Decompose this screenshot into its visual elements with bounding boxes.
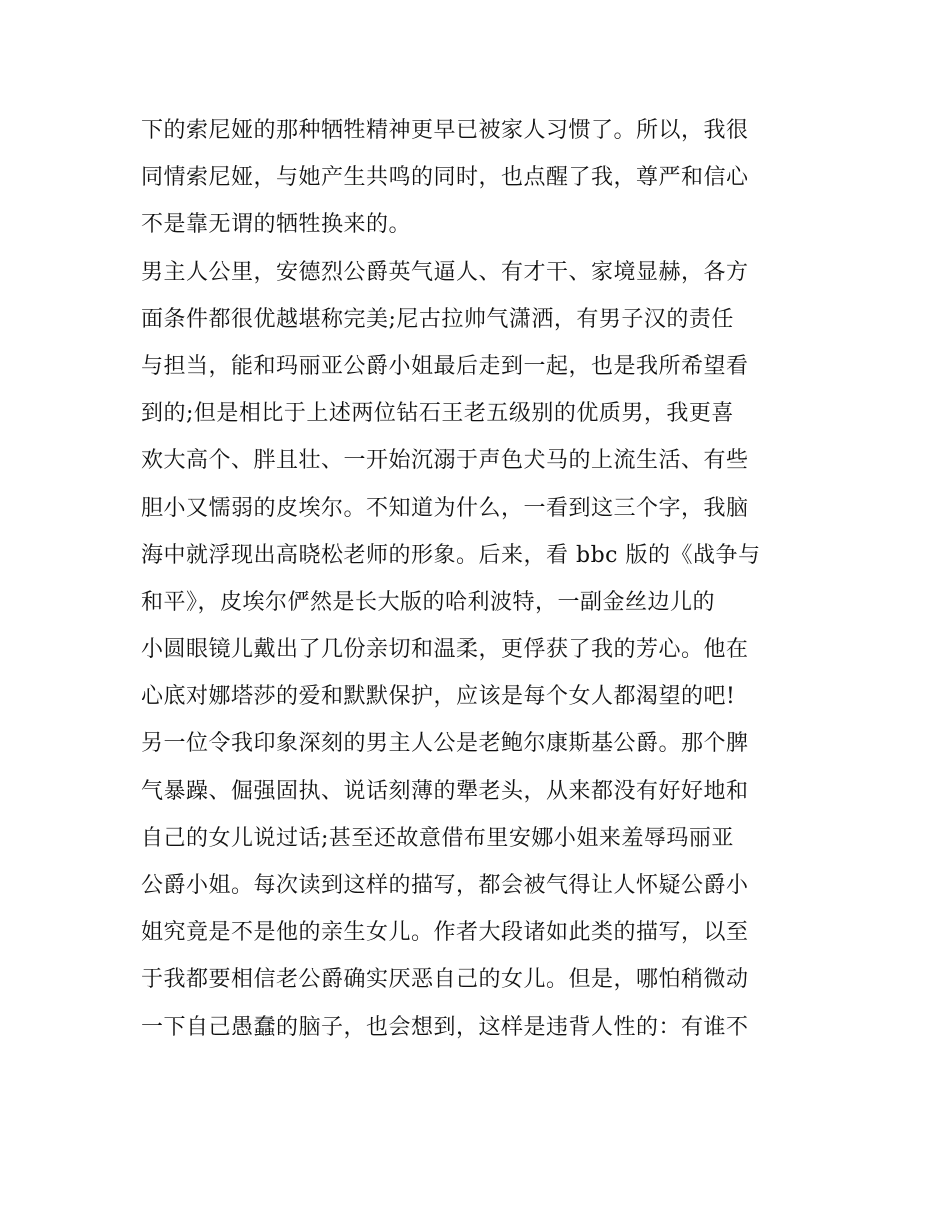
text-line: 心底对娜塔莎的爱和默默保护，应该是每个女人都渴望的吧!: [141, 684, 736, 710]
text-line: 姐究竟是不是他的亲生女儿。作者大段诸如此类的描写，以至: [141, 920, 749, 946]
text-line: 一下自己愚蠢的脑子，也会想到，这样是违背人性的：有谁不: [141, 1014, 749, 1040]
body-text: [141, 107, 821, 1051]
text-line: 男主人公里，安德烈公爵英气逼人、有才干、家境显赫，各方: [141, 259, 749, 285]
text-line: 与担当，能和玛丽亚公爵小姐最后走到一起，也是我所希望看: [141, 353, 749, 379]
text-line: 气暴躁、倔强固执、说话刻薄的犟老头，从来都没有好好地和: [141, 778, 749, 804]
text-line: 于我都要相信老公爵确实厌恶自己的女儿。但是，哪怕稍微动: [141, 967, 749, 993]
text-line: 同情索尼娅，与她产生共鸣的同时，也点醒了我，尊严和信心: [141, 165, 749, 191]
text-line: 自己的女儿说过话;甚至还故意借布里安娜小姐来羞辱玛丽亚: [141, 825, 734, 851]
text-line: 胆小又懦弱的皮埃尔。不知道为什么，一看到这三个字，我脑: [141, 495, 749, 521]
text-line: 欢大高个、胖且壮、一开始沉溺于声色犬马的上流生活、有些: [141, 448, 749, 474]
text-line: 海中就浮现出高晓松老师的形象。后来，看 bbc 版的《战争与: [141, 542, 761, 568]
text-line: 另一位令我印象深刻的男主人公是老鲍尔康斯基公爵。那个脾: [141, 731, 749, 757]
text-line: 小圆眼镜儿戴出了几份亲切和温柔，更俘获了我的芳心。他在: [141, 637, 749, 663]
text-line: 不是靠无谓的牺牲换来的。: [141, 212, 412, 238]
text-line: 到的;但是相比于上述两位钻石王老五级别的优质男，我更喜: [141, 401, 734, 427]
text-line: 和平》，皮埃尔俨然是长大版的哈利波特，一副金丝边儿的: [141, 589, 716, 615]
text-line: 公爵小姐。每次读到这样的描写，都会被气得让人怀疑公爵小: [141, 873, 749, 898]
text-line: 下的索尼娅的那种牺牲精神更早已被家人习惯了。所以，我很: [141, 118, 749, 143]
text-line: 面条件都很优越堪称完美;尼古拉帅气潇洒，有男子汉的责任: [141, 306, 734, 332]
